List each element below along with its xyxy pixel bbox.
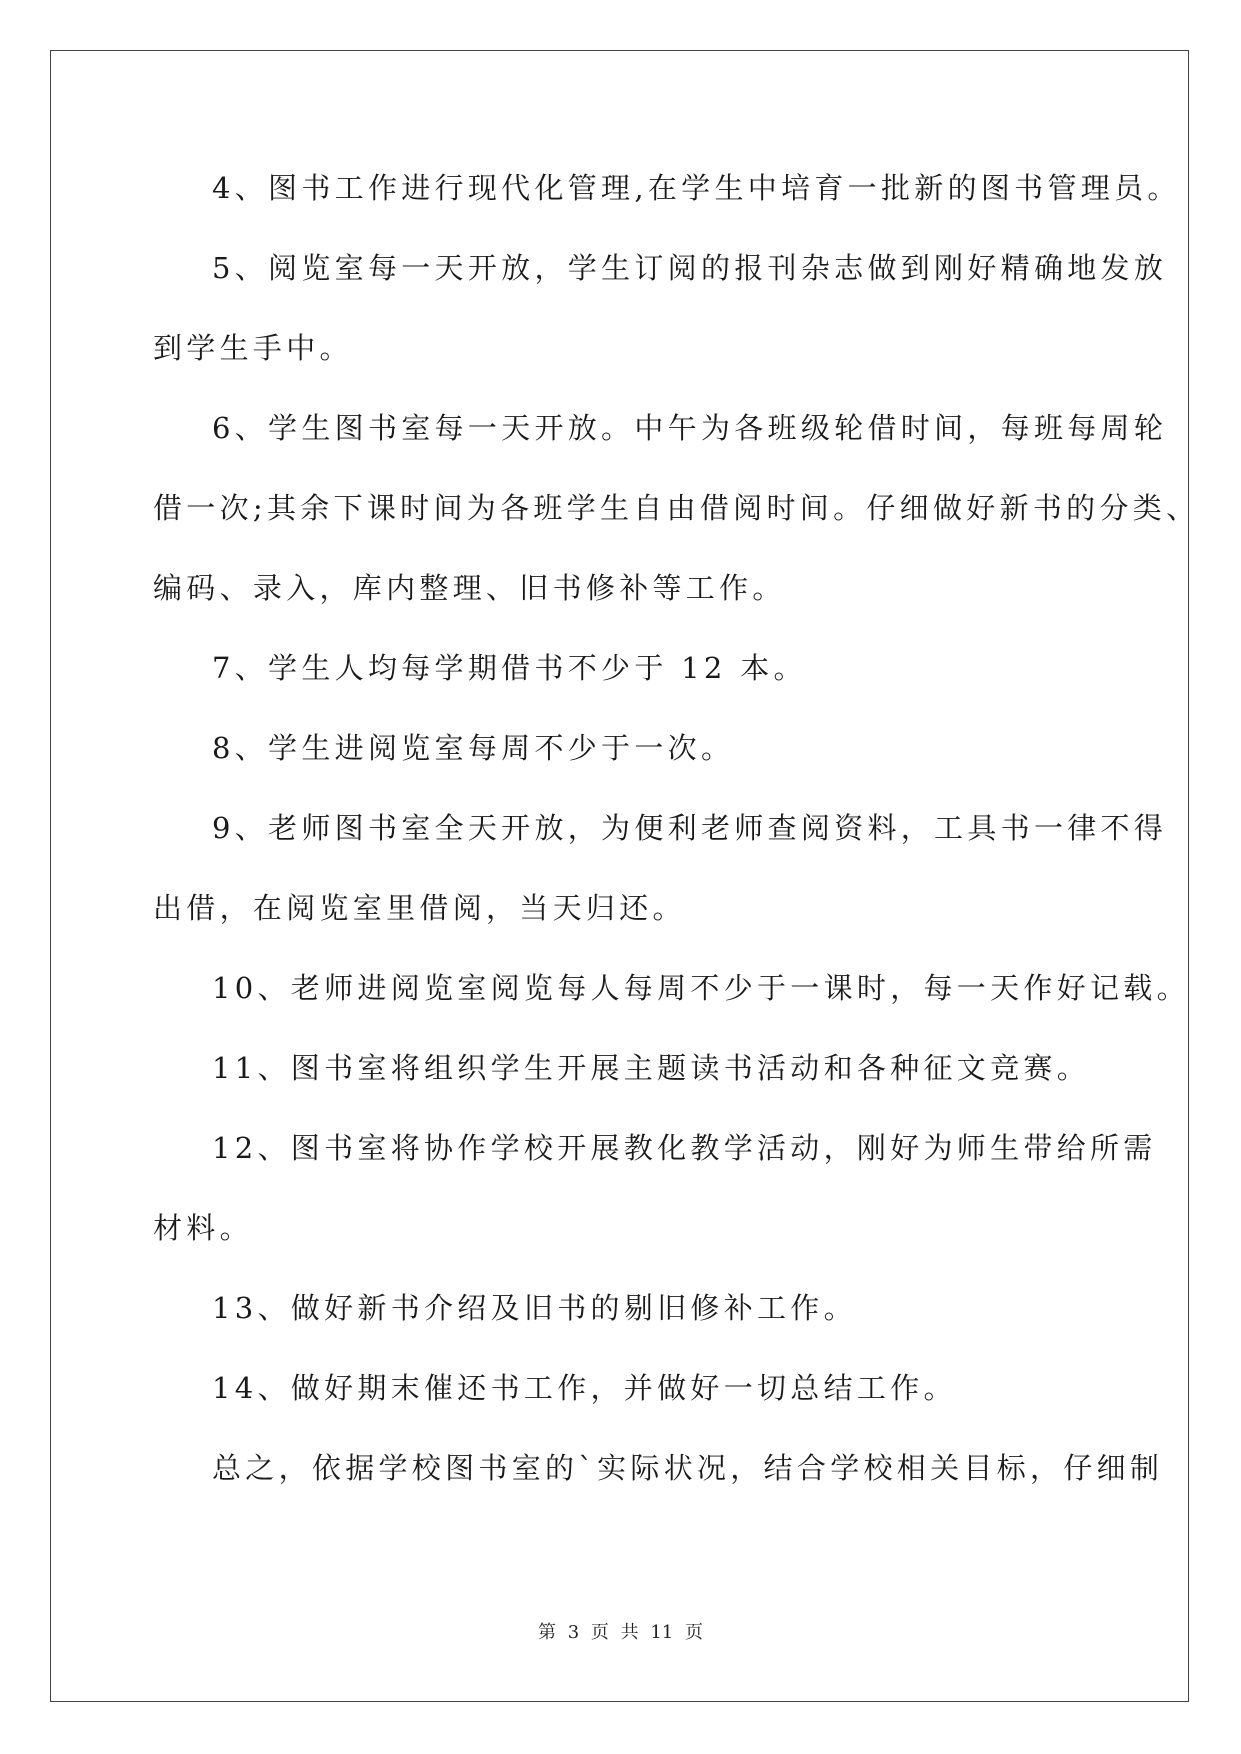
paragraph-line: 10、老师进阅览室阅览每人每周不少于一课时，每一天作好记载。 bbox=[212, 971, 1190, 1005]
paragraph-line: 总之，依据学校图书室的`实际状况，结合学校相关目标，仔细制 bbox=[212, 1451, 1164, 1485]
page-number-footer: 第 3 页 共 11 页 bbox=[538, 1622, 703, 1643]
paragraph-line: 7、学生人均每学期借书不少于 12 本。 bbox=[212, 651, 807, 685]
paragraph-line: 12、图书室将协作学校开展教化教学活动，刚好为师生带给所需 bbox=[212, 1131, 1157, 1165]
paragraph-line: 9、老师图书室全天开放，为便利老师查阅资料，工具书一律不得 bbox=[212, 811, 1168, 845]
paragraph-line: 材料。 bbox=[153, 1211, 253, 1245]
paragraph-line: 14、做好期末催还书工作，并做好一切总结工作。 bbox=[212, 1371, 957, 1405]
paragraph-line: 4、图书工作进行现代化管理,在学生中培育一批新的图书管理员。 bbox=[212, 171, 1181, 205]
paragraph-line: 到学生手中。 bbox=[153, 331, 353, 365]
paragraph-line: 13、做好新书介绍及旧书的剔旧修补工作。 bbox=[212, 1291, 857, 1325]
paragraph-line: 8、学生进阅览室每周不少于一次。 bbox=[212, 731, 735, 765]
paragraph-line: 出借，在阅览室里借阅，当天归还。 bbox=[153, 891, 686, 925]
paragraph-line: 5、阅览室每一天开放，学生订阅的报刊杂志做到刚好精确地发放 bbox=[212, 251, 1168, 285]
paragraph-line: 11、图书室将组织学生开展主题读书活动和各种征文竞赛。 bbox=[212, 1051, 1091, 1085]
paragraph-line: 编码、录入，库内整理、旧书修补等工作。 bbox=[153, 571, 786, 605]
paragraph-line: 借一次;其余下课时间为各班学生自由借阅时间。仔细做好新书的分类、 bbox=[153, 491, 1200, 525]
document-body bbox=[153, 163, 1200, 1523]
paragraph-line: 6、学生图书室每一天开放。中午为各班级轮借时间，每班每周轮 bbox=[212, 411, 1168, 445]
